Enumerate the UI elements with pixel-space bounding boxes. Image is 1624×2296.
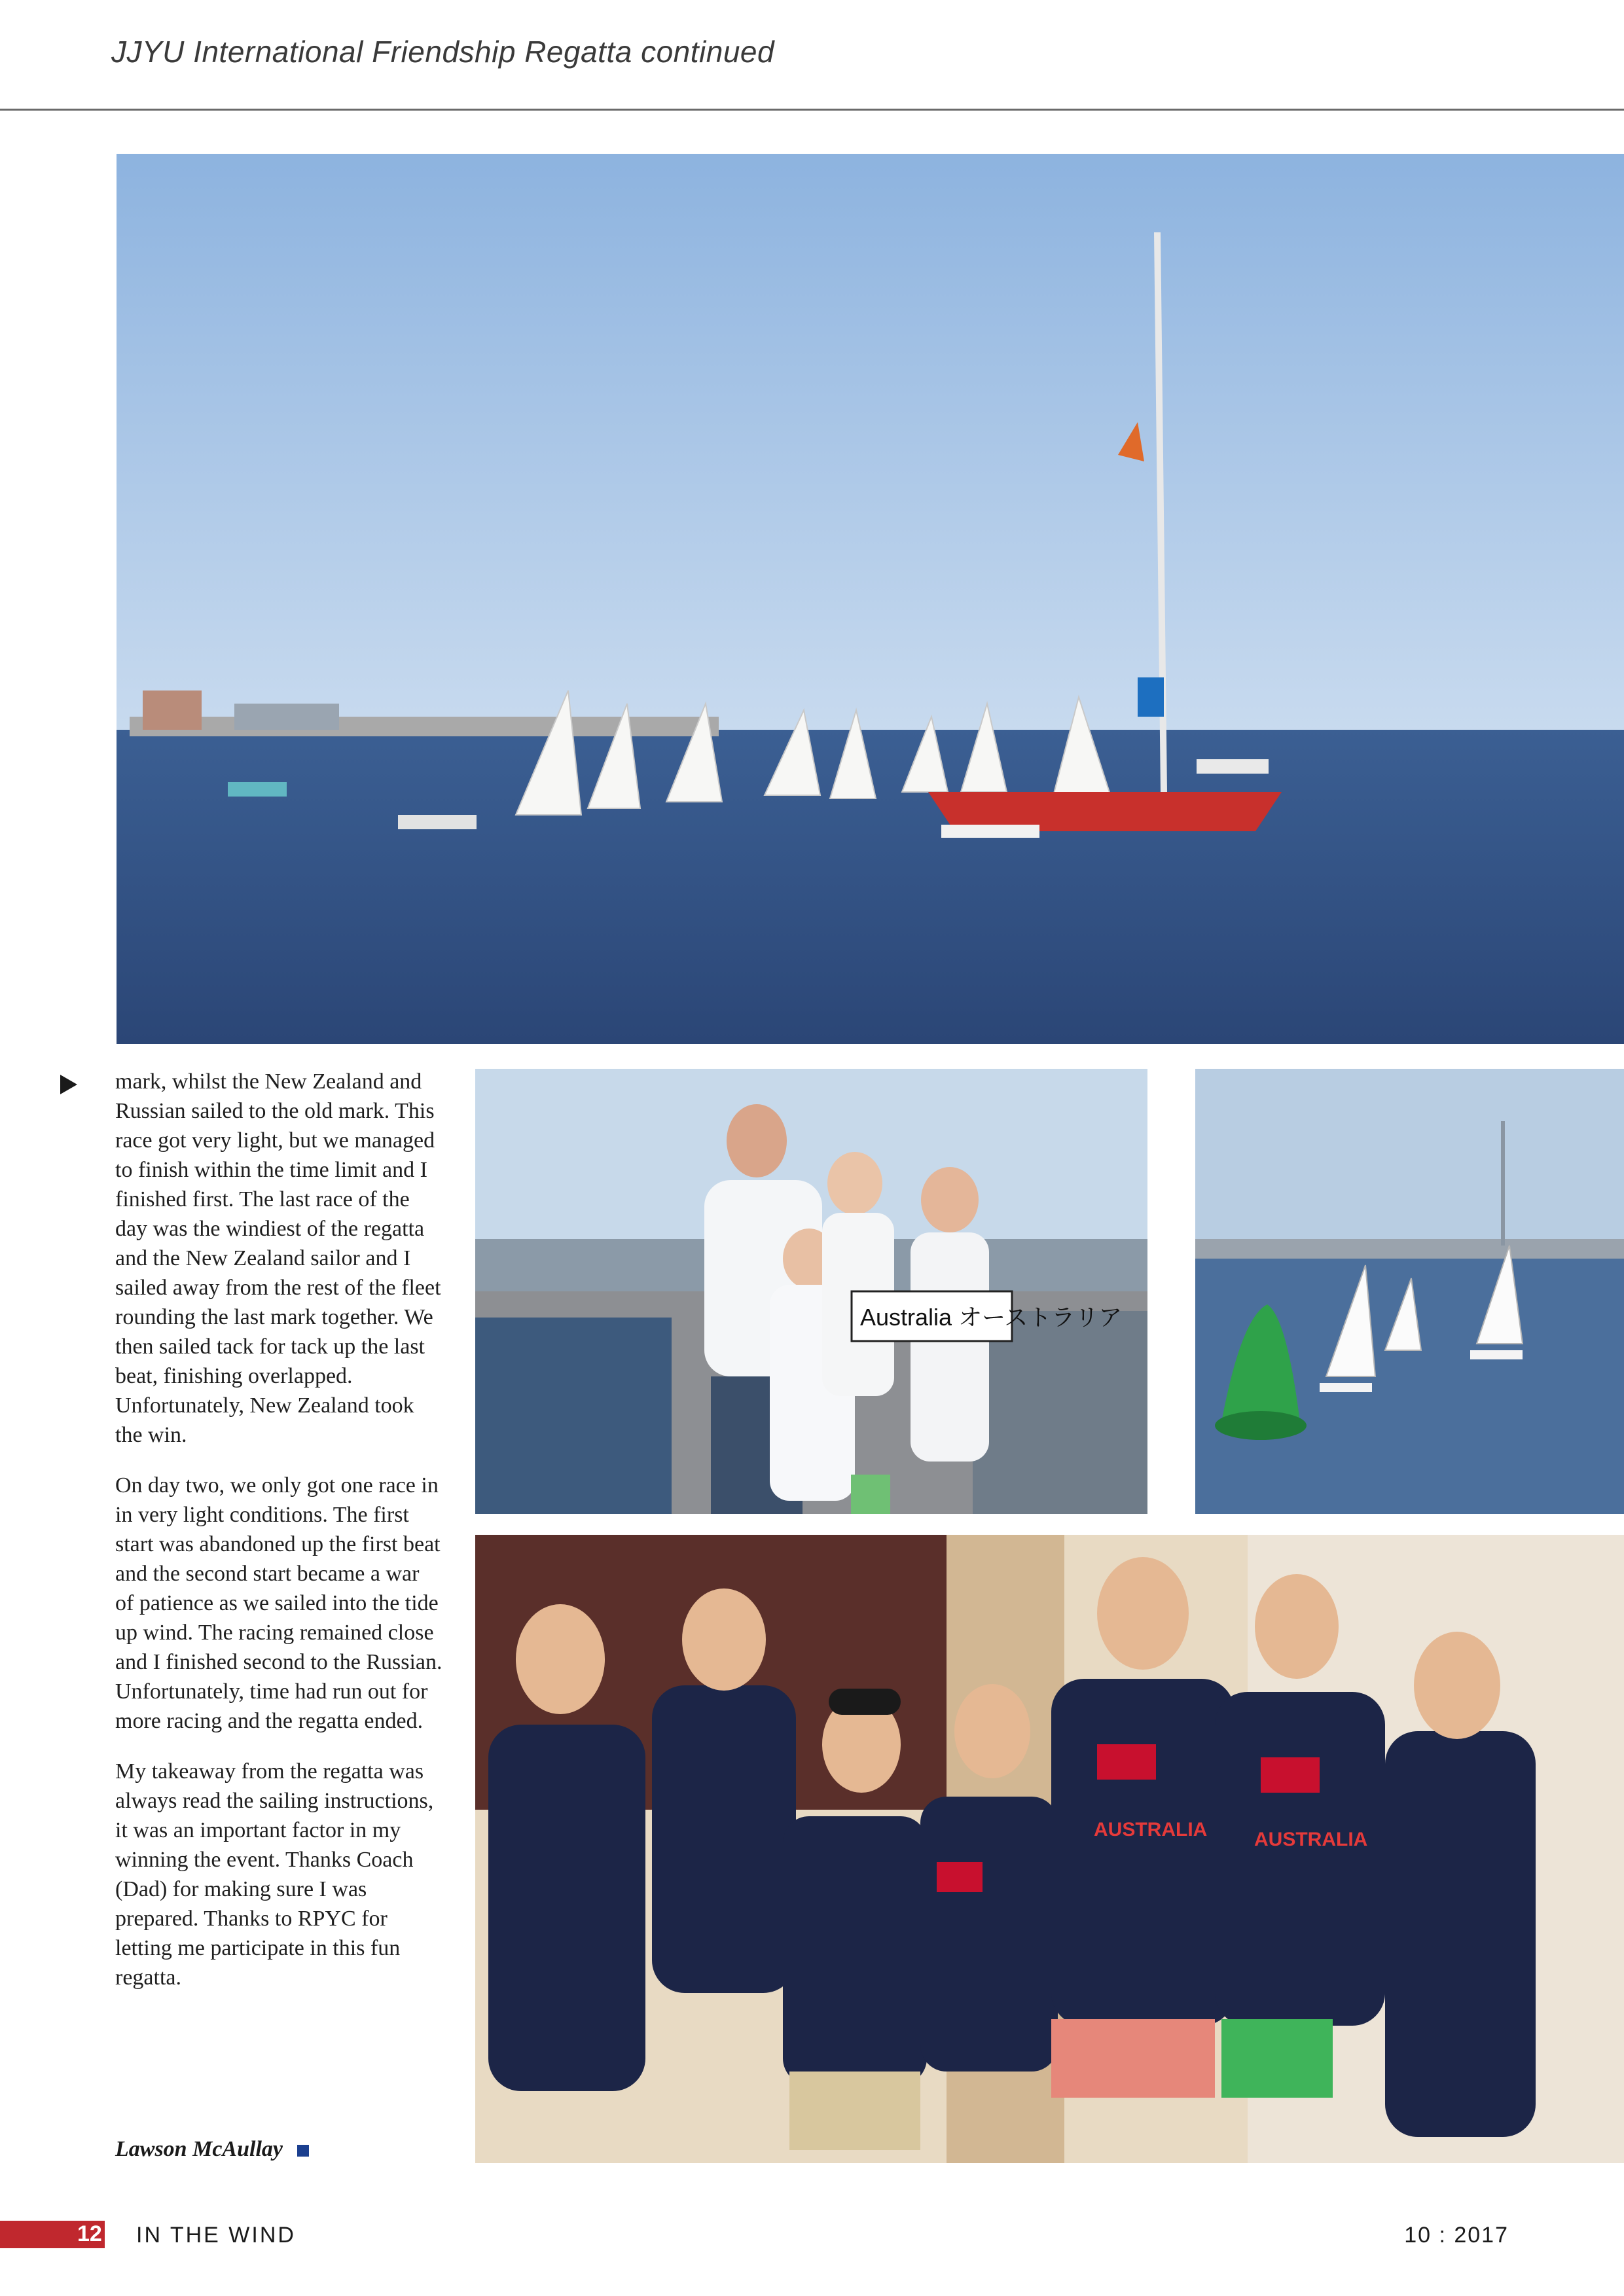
page-number: 12 bbox=[77, 2221, 102, 2246]
article-paragraph: mark, whilst the New Zealand and Russian sailed to the old mark. This race got very light, but we managed to finish within the time limit and I finished first. The last race of the day was the windiest of the regatta and the New Zealand sailor and I sailed away from the rest of the fleet rounding the last mark together. We then sailed tack for tack up the last beat, finishing overlapped. Unfortunately, New Zealand took the win. bbox=[115, 1069, 441, 1447]
issue-date: 10 : 2017 bbox=[1404, 2223, 1509, 2248]
photo-team-with-coach bbox=[475, 1069, 1147, 1514]
author-byline bbox=[115, 2137, 309, 2162]
group-shirt-text: AUSTRALIA bbox=[1094, 1819, 1208, 1840]
end-mark-icon bbox=[297, 2145, 309, 2157]
article-paragraph: On day two, we only got one race in in very light conditions. The first start was abandoned up the first beat and the second start became a war of patience as we sailed into the tide up wind. The racing remained close and I finished second to the Russian. Unfortunately, time had run out for more racing and the regatta ended. bbox=[115, 1473, 442, 1733]
header-rule bbox=[0, 109, 1624, 111]
article-body bbox=[115, 1067, 442, 2013]
photo-group-shirts bbox=[475, 1535, 1624, 2163]
photo-buoy-race bbox=[1195, 1069, 1624, 1514]
article-paragraph: My takeaway from the regatta was always read the sailing instructions, it was an important factor in my winning the event. Thanks Coach (Dad) for making sure I was prepared. Thanks to RPYC for letting me participate in this fun regatta. bbox=[115, 1759, 434, 1990]
photo-regatta-fleet bbox=[117, 154, 1624, 1044]
group-shirt-text-2: AUSTRALIA bbox=[1254, 1829, 1368, 1850]
continue-arrow-icon bbox=[60, 1075, 77, 1094]
team-sign-text: Australia オーストラリア bbox=[860, 1304, 1123, 1331]
author-name: Lawson McAullay bbox=[115, 2137, 283, 2161]
magazine-name: IN THE WIND bbox=[136, 2223, 296, 2248]
page-header-title: JJYU International Friendship Regatta continued bbox=[111, 35, 775, 69]
